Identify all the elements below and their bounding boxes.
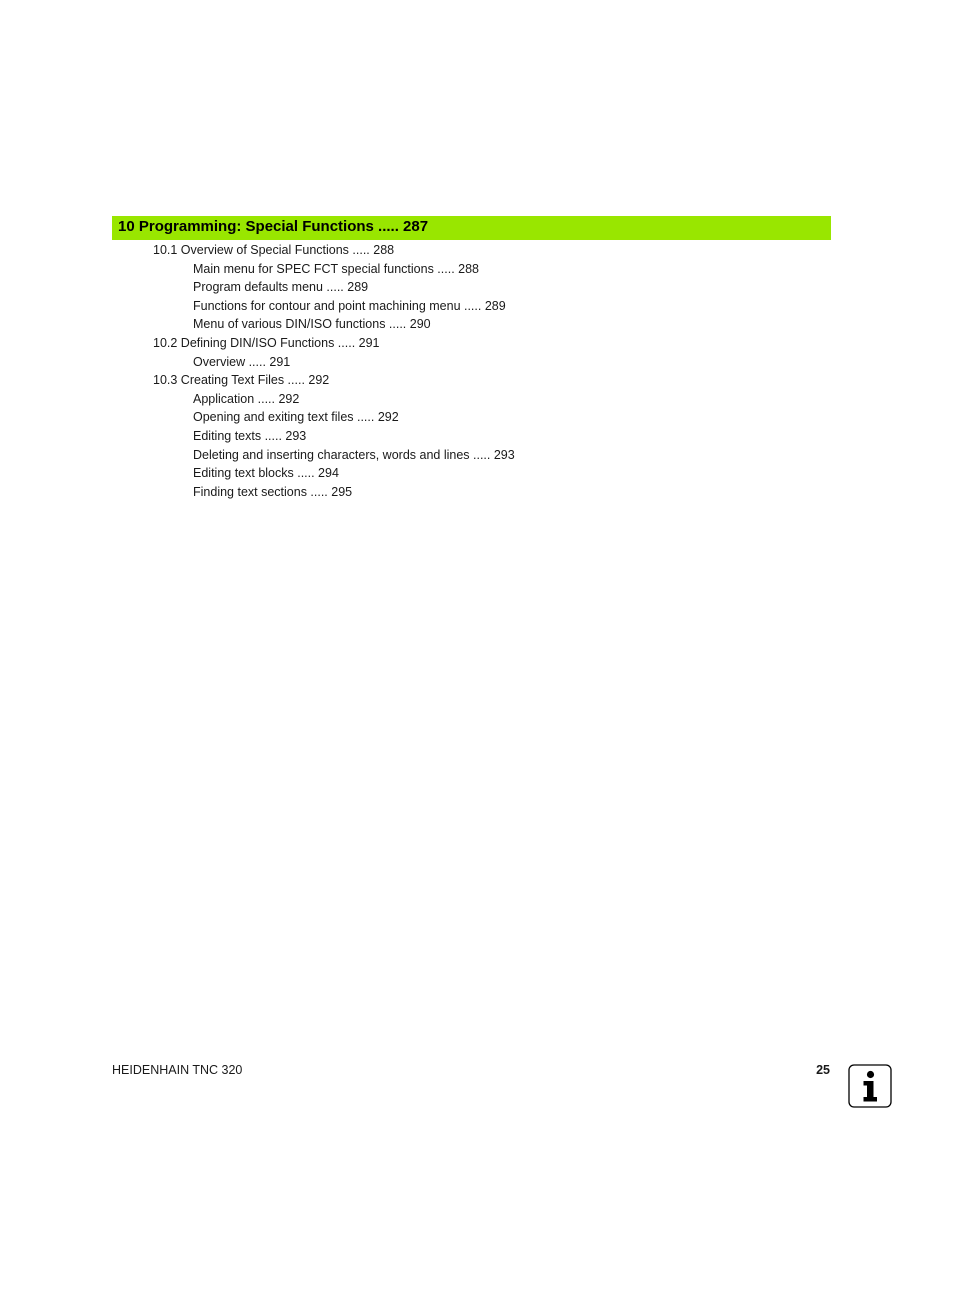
chapter-heading-bar [112,216,831,240]
toc-subsection-entry[interactable]: Finding text sections ..... 295 [193,484,353,499]
toc-subsection-entry[interactable]: Application ..... 292 [193,391,300,406]
info-icon [848,1064,892,1108]
toc-subsection-entry[interactable]: Program defaults menu ..... 289 [193,280,369,295]
toc-section-entry[interactable]: 10.1 Overview of Special Functions ..... 288 [153,243,395,257]
page-number: 25 [816,1063,830,1077]
toc-section-entry[interactable]: 10.2 Defining DIN/ISO Functions ..... 291 [153,335,380,350]
footer-title: HEIDENHAIN TNC 320 [112,1063,243,1077]
toc-subsection-entry[interactable]: Main menu for SPEC FCT special functions ..... 288 [193,261,480,276]
toc-subsection-entry[interactable]: Menu of various DIN/ISO functions ..... 290 [193,317,431,332]
toc-subsection-entry[interactable]: Editing text blocks ..... 294 [193,466,339,481]
toc-subsection-entry[interactable]: Overview ..... 291 [193,354,291,369]
toc-subsection-entry[interactable]: Functions for contour and point machining menu ..... 289 [193,298,506,313]
toc-subsection-entry[interactable]: Editing texts ..... 293 [193,428,307,443]
toc-section-entry[interactable]: 10.3 Creating Text Files ..... 292 [153,373,330,388]
toc-subsection-entry[interactable]: Deleting and inserting characters, words and lines ..... 293 [193,447,515,462]
chapter-title[interactable]: 10 Programming: Special Functions ..... 287 [118,218,429,235]
table-of-contents [0,241,954,501]
toc-subsection-entry[interactable]: Opening and exiting text files ..... 292 [193,410,399,425]
